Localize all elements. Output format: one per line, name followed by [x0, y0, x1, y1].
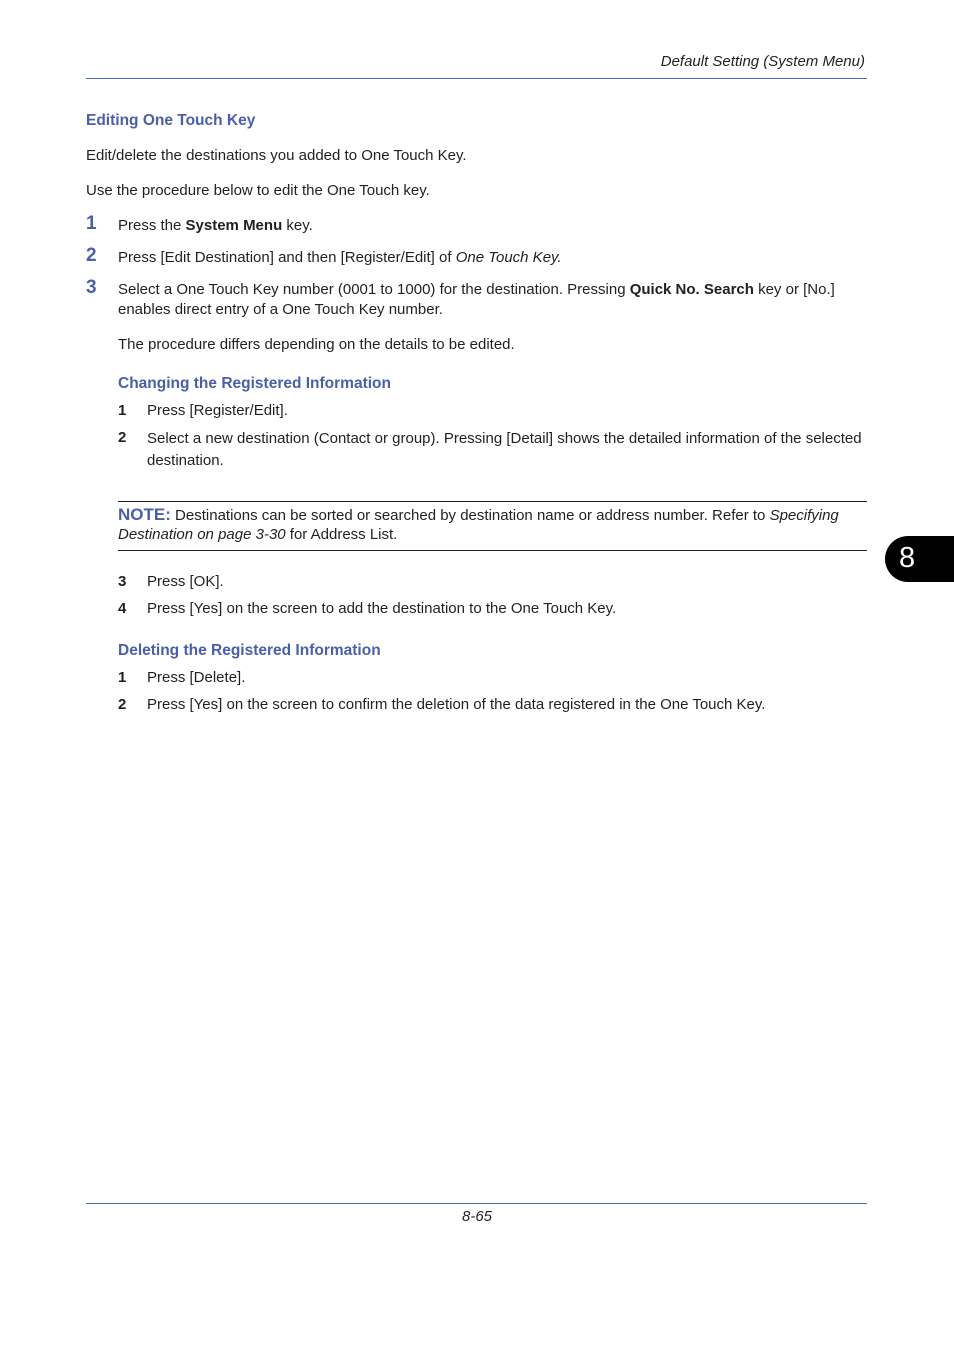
chapter-number: 8 — [899, 542, 916, 574]
note — [118, 505, 867, 544]
note-text: Destinations can be sorted or searched by destination name or address number. Refer to — [170, 507, 770, 524]
substep-number: 4 — [118, 600, 127, 617]
step-text — [118, 216, 313, 236]
note-bottom-rule — [118, 550, 867, 551]
substep-number: 1 — [118, 402, 127, 419]
step-text-part: Press [Edit Destination] and then [Register/Edit] of — [118, 249, 456, 266]
substep-number: 1 — [118, 669, 127, 686]
note-top-rule — [118, 501, 867, 502]
step-text-part: Press the — [118, 217, 186, 234]
subsection-title-changing: Changing the Registered Information — [118, 375, 391, 392]
substep-text: Press [Yes] on the screen to confirm the deletion of the data registered in the One Touch Key. — [147, 696, 766, 713]
intro-paragraph-2: Use the procedure below to edit the One Touch key. — [86, 182, 430, 199]
chapter-tab — [885, 536, 954, 582]
page-number: 8-65 — [461, 1208, 493, 1225]
step-text — [118, 280, 867, 320]
note-text: for Address List. — [285, 526, 398, 543]
substep-text: Press [Register/Edit]. — [147, 402, 288, 419]
step-text — [118, 248, 562, 268]
subsection-title-deleting: Deleting the Registered Information — [118, 642, 381, 659]
step-text-part: Select a One Touch Key number (0001 to 1000) for the destination. Pressing — [118, 281, 630, 298]
section-title: Editing One Touch Key — [86, 112, 256, 129]
step-number: 2 — [86, 245, 97, 266]
footer-rule — [86, 1203, 867, 1204]
substep-text: Select a new destination (Contact or group). Pressing [Detail] shows the detailed information of the selected destination. — [147, 430, 862, 469]
step-text-part: key or [No.] enables direct entry of a One Touch Key number. — [118, 281, 835, 318]
substep-number: 2 — [118, 429, 127, 446]
substep-text: Press [Yes] on the screen to add the destination to the One Touch Key. — [147, 600, 617, 617]
step-text-part: key. — [282, 217, 313, 234]
key-name: System Menu — [185, 217, 283, 234]
menu-name: One Touch Key. — [455, 249, 562, 266]
substep-number: 3 — [118, 573, 127, 590]
step-number: 1 — [86, 213, 97, 234]
running-header: Default Setting (System Menu) — [660, 53, 865, 70]
note-cross-reference: Specifying Destination on page 3-30 — [118, 507, 839, 543]
key-name: Quick No. Search — [629, 281, 754, 298]
substep-text: Press [Delete]. — [147, 669, 246, 686]
note-label: NOTE: — [118, 505, 171, 524]
intro-paragraph-1: Edit/delete the destinations you added to One Touch Key. — [86, 147, 467, 164]
substep-number: 2 — [118, 696, 127, 713]
header-rule — [86, 78, 867, 79]
substep-text: Press [OK]. — [147, 573, 224, 590]
step-note: The procedure differs depending on the details to be edited. — [118, 336, 515, 353]
step-number: 3 — [86, 277, 97, 298]
